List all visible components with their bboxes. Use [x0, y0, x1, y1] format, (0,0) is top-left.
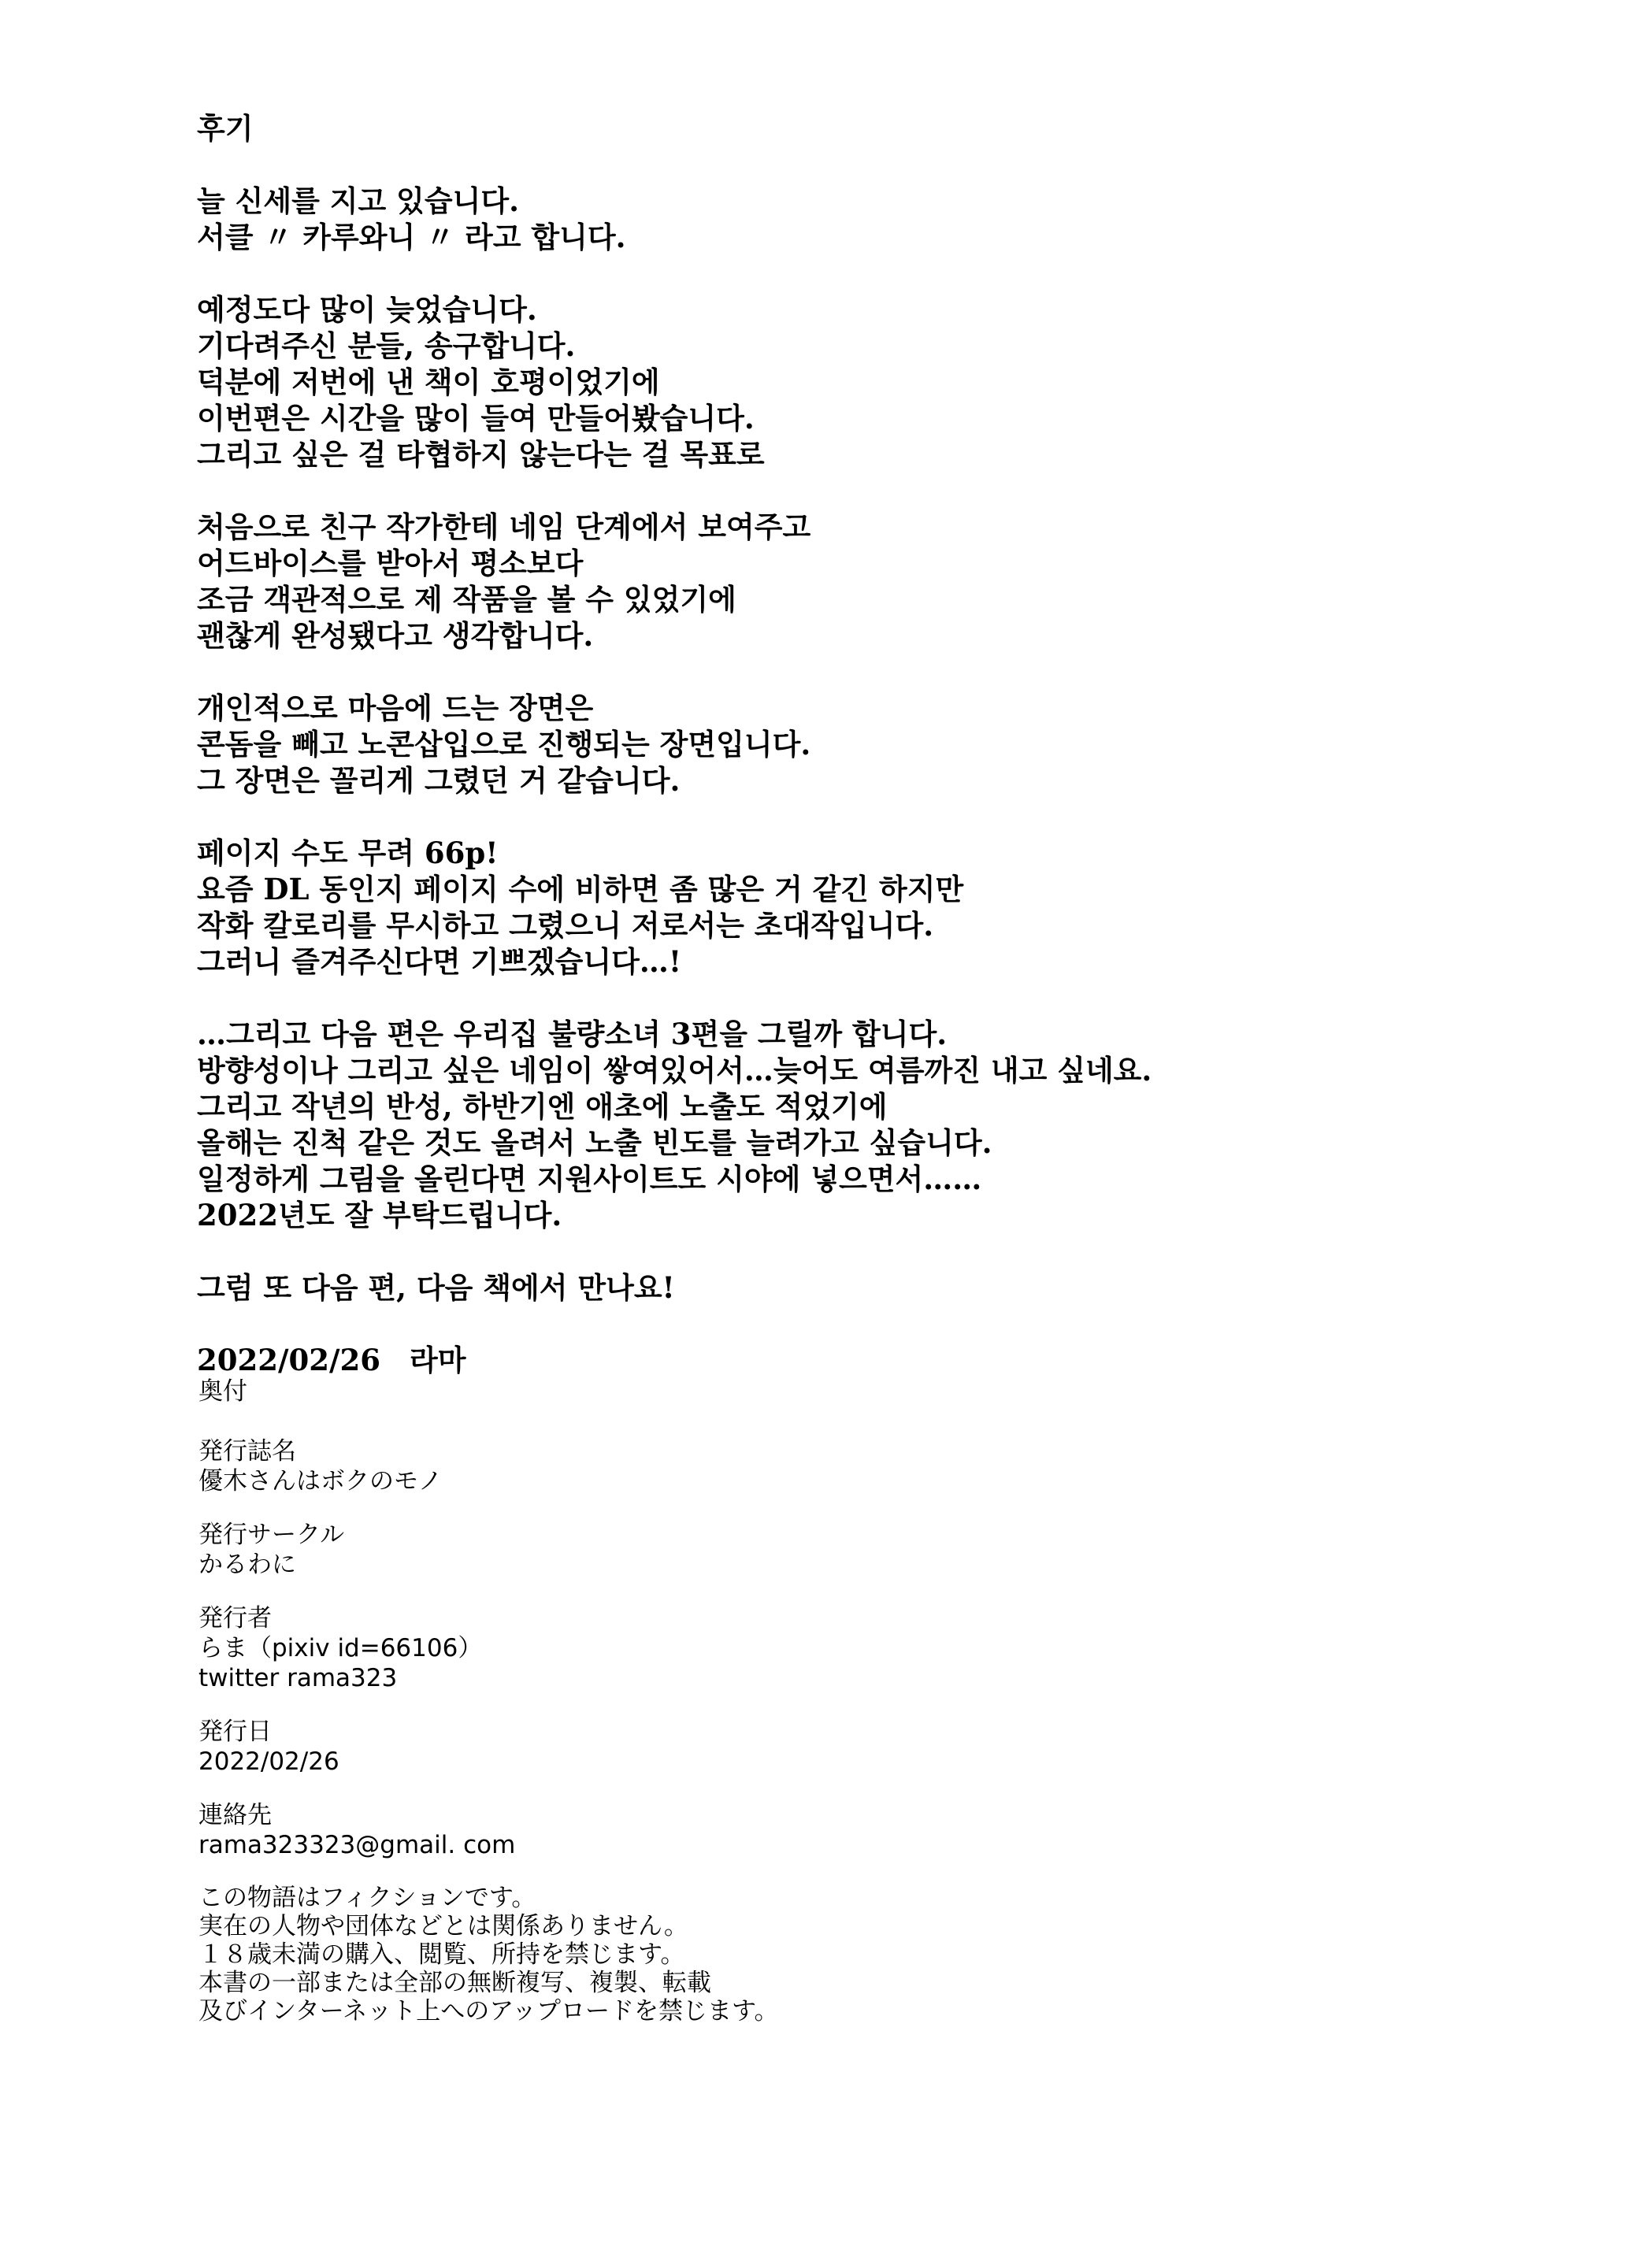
text-line: …그리고 다음 편은 우리집 불량소녀 3편을 그릴까 합니다.: [197, 1017, 948, 1051]
afterword-section: [197, 110, 1552, 1378]
afterword-paragraph: [197, 1016, 1552, 1233]
text-line: 올해는 진척 같은 것도 올려서 노출 빈도를 늘려가고 싶습니다.: [197, 1125, 992, 1160]
text-line: 그럼 또 다음 편, 다음 책에서 만나요!: [197, 1270, 675, 1305]
afterword-paragraph: [197, 835, 1552, 980]
text-line: 이번편은 시간을 많이 들여 만들어봤습니다.: [197, 401, 755, 435]
text-line: 콘돔을 빼고 노콘삽입으로 진행되는 장면입니다.: [197, 727, 811, 762]
colophon-label: 発行サークル: [198, 1521, 345, 1549]
notice-line: １８歳未満の購入、閲覧、所持を禁じます。: [198, 1940, 685, 1969]
colophon-value: rama323323@gmail. com: [198, 1831, 516, 1859]
text-line: 덕분에 저번에 낸 책이 호평이었기에: [197, 365, 660, 399]
text-line: 어드바이스를 받아서 평소보다: [197, 546, 584, 580]
notice-line: この物語はフィクションです。: [198, 1884, 536, 1912]
text-line: 페이지 수도 무려 66p!: [197, 836, 499, 870]
text-line: 2022년도 잘 부탁드립니다.: [197, 1198, 562, 1232]
afterword-signature: 2022/02/26 라마: [197, 1343, 466, 1377]
colophon-item-date: [198, 1717, 1537, 1777]
text-line: 괜찮게 완성됐다고 생각합니다.: [197, 618, 594, 653]
colophon-section: [198, 1377, 1537, 2025]
notice-line: 及びインターネット上へのアップロードを禁じます。: [198, 1997, 779, 2025]
text-line: 요즘 DL 동인지 페이지 수에 비하면 좀 많은 거 같긴 하지만: [197, 872, 964, 906]
text-line: 작화 칼로리를 무시하고 그렸으니 저로서는 초대작입니다.: [197, 908, 934, 943]
afterword-paragraph: [197, 183, 1552, 255]
text-line: 개인적으로 마음에 드는 장면은: [197, 691, 594, 725]
notice-line: 実在の人物や団体などとは関係ありません。: [198, 1912, 688, 1940]
colophon-label: 発行誌名: [198, 1437, 296, 1466]
colophon-label: 連絡先: [198, 1801, 272, 1829]
text-line: 조금 객관적으로 제 작품을 볼 수 있었기에: [197, 582, 736, 617]
colophon-notice: [198, 1884, 1537, 2025]
afterword-title: 후기: [197, 111, 254, 146]
text-line: 그 장면은 꼴리게 그렸던 거 같습니다.: [197, 763, 681, 798]
colophon-value: らま（pixiv id=66106）: [198, 1634, 483, 1662]
text-line: 기다려주신 분들, 송구합니다.: [197, 328, 576, 363]
afterword-paragraph: [197, 291, 1552, 472]
colophon-item-title: [198, 1436, 1537, 1496]
colophon-item-circle: [198, 1520, 1537, 1580]
text-line: 서클 〃 카루와니 〃 라고 합니다.: [197, 220, 626, 254]
colophon-value: 優木さんはボクのモノ: [198, 1467, 443, 1495]
colophon-value: twitter rama323: [198, 1664, 398, 1692]
text-line: 일정하게 그림을 올린다면 지원사이트도 시야에 넣으면서……: [197, 1162, 982, 1196]
notice-line: 本書の一部または全部の無断複写、複製、転載: [198, 1969, 711, 1997]
text-line: 그리고 싶은 걸 타협하지 않는다는 걸 목표로: [197, 437, 765, 472]
colophon-value: かるわに: [198, 1551, 296, 1579]
text-line: 늘 신세를 지고 있습니다.: [197, 183, 519, 218]
colophon-value: 2022/02/26: [198, 1747, 339, 1776]
colophon-item-contact: [198, 1800, 1537, 1860]
colophon-heading: 奥付: [198, 1377, 247, 1406]
afterword-paragraph: [197, 690, 1552, 799]
colophon-item-publisher: [198, 1603, 1537, 1693]
afterword-paragraph: [197, 1269, 1552, 1306]
text-line: 그러니 즐겨주신다면 기쁘겠습니다…!: [197, 944, 682, 979]
text-line: 처음으로 친구 작가한테 네임 단계에서 보여주고: [197, 510, 811, 544]
colophon-label: 発行日: [198, 1718, 272, 1746]
text-line: 예정도다 많이 늦었습니다.: [197, 292, 537, 327]
text-line: 그리고 작년의 반성, 하반기엔 애초에 노출도 적었기에: [197, 1089, 888, 1124]
afterword-paragraph: [197, 509, 1552, 654]
colophon-label: 発行者: [198, 1604, 272, 1632]
text-line: 방향성이나 그리고 싶은 네임이 쌓여있어서…늦어도 여름까진 내고 싶네요.: [197, 1053, 1152, 1088]
